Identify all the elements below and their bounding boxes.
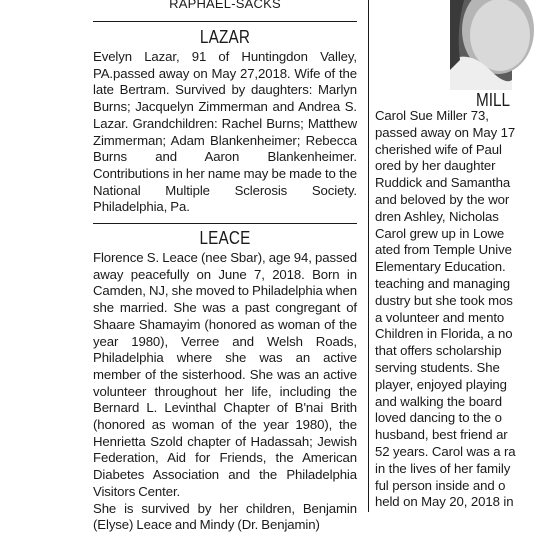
text-line: passed away on May 17 <box>375 124 516 140</box>
text-line: ored by her daughter <box>375 158 496 174</box>
text-line: teaching and managing <box>375 275 511 291</box>
left-column <box>93 0 357 533</box>
text-line: husband, best friend ar <box>375 427 508 443</box>
text-line: 52 years. Carol was a ra <box>375 443 516 459</box>
obituary-text-lazar: Evelyn Lazar, 91 of Huntingdon Valley, PA.passed away on May 27,2018. Wife of the late Bertram. Survived by daughters: Marlyn Burns; Jacquelyn Zimmerman and Andrea S. Lazar. Grandchildren: Rachel Burns; Matthew Zimmerman; Adam Blankenheimer; Rebecca Burns and Aaron Blankenheimer. Contributions in her name may be made to the National Multiple Sclerosis Society. Philadelphia, Pa. <box>93 49 357 215</box>
text-line: a volunteer and mento <box>375 309 505 325</box>
text-line: Carol grew up in Lowe <box>375 225 505 241</box>
obituary-text-miller <box>375 108 535 511</box>
obituary-paragraph: She is survived by her children, Benjamin (Elyse) Leace and Mindy (Dr. Benjamin) <box>93 500 357 533</box>
text-line: held on May 20, 2018 in <box>375 494 514 510</box>
text-line: that offers scholarship <box>375 343 502 359</box>
section-divider <box>93 21 357 22</box>
obituary-text-leace <box>93 250 357 534</box>
text-line: ated from Temple Unive <box>375 242 512 258</box>
obituary-heading-leace: LEACE <box>199 228 251 248</box>
text-line: Ruddick and Samantha <box>375 175 511 191</box>
section-divider <box>93 223 357 224</box>
text-line: dren Ashley, Nicholas <box>375 208 499 224</box>
text-line: player, enjoyed playing <box>375 376 507 392</box>
text-line: Elementary Education. <box>375 259 506 275</box>
text-line: and walking the board <box>375 393 502 409</box>
text-line: and beloved by the wor <box>375 191 510 207</box>
text-line: in the lives of her family <box>375 460 511 476</box>
text-line: ful person inside and o <box>375 477 506 493</box>
obituary-heading-miller: MILL <box>476 90 511 110</box>
obituary-photo <box>450 0 512 90</box>
text-line: serving students. She <box>375 359 500 375</box>
text-line: loved dancing to the o <box>375 410 502 426</box>
text-line: Children in Florida, a no <box>375 326 513 342</box>
text-line: Carol Sue Miller 73, <box>375 108 489 123</box>
previous-obituary-name: RAPHAEL-SACKS <box>169 0 281 11</box>
text-line: dustry but she took mos <box>375 292 513 308</box>
column-divider <box>368 0 369 512</box>
obituary-paragraph: Florence S. Leace (nee Sbar), age 94, passed away peacefully on June 7, 2018. Born in Camden, NJ, she moved to Philadelphia when she married. She was a past congregant of Shaare Shamayim (honored as woman of the year 1980), Verree and Welsh Roads, Philadelphia where she was an active member of the sisterhood. She was an active volunteer throughout her life, including the Bernard L. Levinthal Chapter of B'nai Brith (honored as woman of the year 1980), the Henrietta Szold chapter of Hadassah; Jewish Federation, Aid for Friends, the American Diabetes Association and the Philadelphia Visitors Center. <box>93 250 357 499</box>
text-line: cherished wife of Paul <box>375 141 502 157</box>
obituary-heading-lazar: LAZAR <box>199 27 251 47</box>
